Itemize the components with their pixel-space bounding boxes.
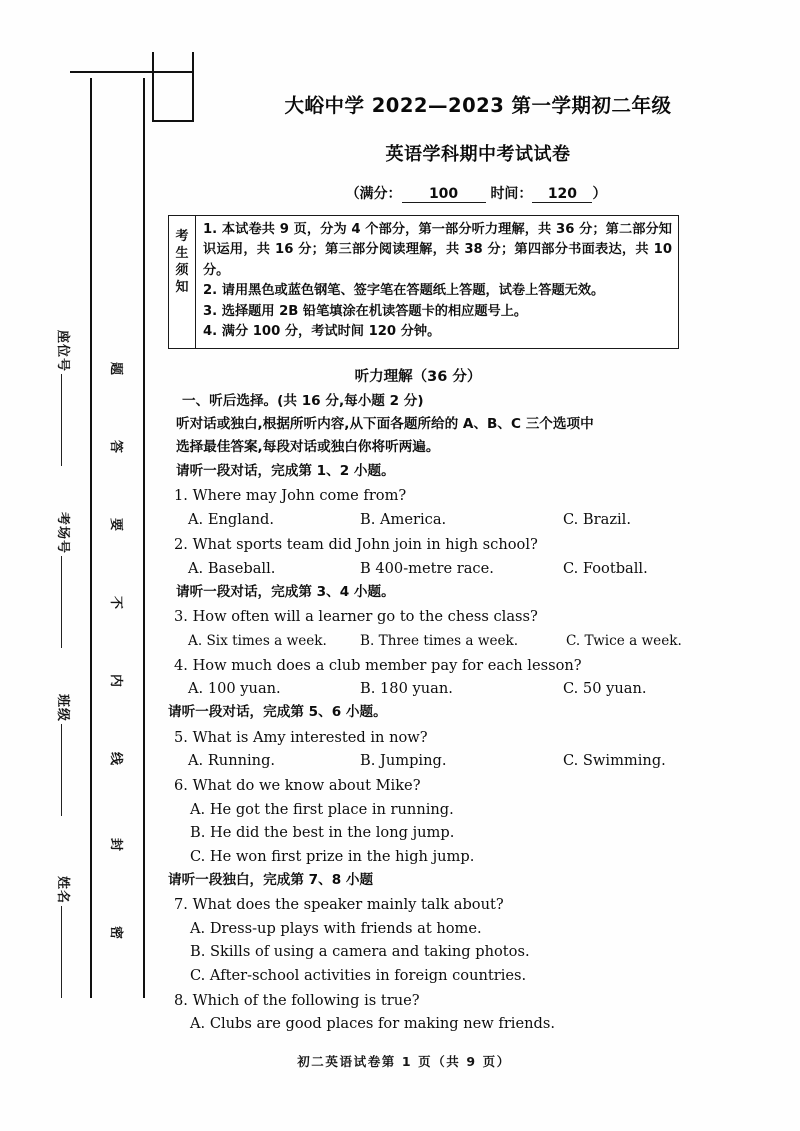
answer-option[interactable]: C. Swimming.	[563, 752, 666, 770]
question-number: 7.	[174, 896, 188, 914]
score-time-line	[168, 183, 778, 203]
answer-option[interactable]: A. Baseball.	[188, 559, 276, 577]
seal-line-outer-rail	[90, 78, 92, 998]
answer-option[interactable]: B. He did the best in the long jump.	[190, 824, 455, 842]
notice-label-char-0: 考	[175, 229, 189, 244]
sidebar-field-label: 姓名	[55, 876, 70, 905]
notice-item: 4. 满分 100 分，考试时间 120 分钟。	[203, 324, 441, 340]
question-text	[168, 654, 778, 678]
time-label: 时间：	[490, 186, 533, 202]
answer-option[interactable]: B. Jumping.	[360, 752, 447, 770]
section-title-listening: 听力理解（36 分）	[354, 368, 482, 385]
sidebar-field-blank[interactable]	[61, 374, 62, 466]
group-lead-in: 请听一段对话，完成第 1、2 小题。	[176, 462, 395, 479]
answer-option[interactable]: A. Dress-up plays with friends at home.	[190, 919, 482, 937]
sidebar-field-class	[55, 694, 74, 818]
seal-notice-char-2: 要	[108, 518, 123, 532]
seal-notice-char-1: 答	[108, 440, 123, 454]
exam-content-column	[168, 86, 778, 1036]
question-text	[168, 774, 778, 798]
question-text	[168, 605, 778, 629]
question-groups	[168, 460, 778, 1036]
answer-option[interactable]: A. 100 yuan.	[188, 680, 281, 698]
question-body: What does the speaker mainly talk about?	[192, 896, 504, 914]
answer-option[interactable]: A. Clubs are good places for making new friends.	[190, 1015, 555, 1033]
question-body: Where may John come from?	[192, 487, 407, 505]
answer-option-row	[168, 749, 778, 773]
answer-option[interactable]: C. Brazil.	[563, 510, 631, 528]
group-lead-in: 请听一段对话，完成第 5、6 小题。	[168, 704, 387, 721]
question-text	[168, 893, 778, 917]
seal-notice-char-3: 不	[108, 596, 123, 610]
notice-item: 2. 请用黑色或蓝色钢笔、签字笔在答题纸上答题，试卷上答题无效。	[203, 283, 605, 299]
notice-label-char-2: 须	[175, 263, 189, 279]
question-number: 1.	[174, 487, 188, 505]
answer-option[interactable]: A. England.	[188, 510, 274, 528]
question-number: 3.	[174, 607, 188, 625]
notice-item: 1. 本试卷共 9 页，分为 4 个部分，第一部分听力理解，共 36 分；第二部分知识运用，共 16 分；第三部分阅读理解，共 38 分；第四部分书面表达，共 10 分。	[203, 222, 672, 278]
answer-option[interactable]: A. Running.	[188, 752, 276, 770]
sidebar-field-label: 座位号	[55, 330, 70, 373]
answer-option-row	[168, 557, 778, 581]
question-text	[168, 533, 778, 557]
answer-option[interactable]: C. Twice a week.	[566, 632, 682, 649]
question-text	[168, 989, 778, 1013]
candidate-notice-body	[196, 216, 678, 348]
sidebar-field-blank[interactable]	[61, 724, 62, 816]
answer-option[interactable]: A. Six times a week.	[188, 632, 327, 649]
seal-notice-char-7: 密	[108, 926, 123, 940]
sidebar-field-exam-room-number	[55, 512, 74, 650]
listening-instruction-line2: 选择最佳答案,每段对话或独白你将听两遍。	[176, 439, 440, 456]
answer-option[interactable]: B. Skills of using a camera and taking photos.	[190, 943, 530, 961]
group-lead-in: 请听一段对话，完成第 3、4 小题。	[176, 583, 395, 600]
sidebar-field-blank[interactable]	[61, 556, 62, 648]
sidebar-field-seat-number	[55, 330, 74, 468]
page-footer: 初二英语试卷第 1 页（共 9 页）	[297, 1054, 511, 1069]
part-one-heading: 一、听后选择。(共 16 分,每小题 2 分)	[182, 392, 424, 409]
seal-line-inner-rail	[143, 78, 145, 998]
listening-instruction-line1: 听对话或独白,根据所听内容,从下面各题所给的 A、B、C 三个选项中	[176, 416, 594, 433]
answer-option[interactable]: B 400-metre race.	[360, 559, 494, 577]
group-lead-in: 请听一段独白，完成第 7、8 小题	[168, 871, 374, 888]
total-score-value: 100	[402, 186, 486, 203]
question-number: 8.	[174, 991, 188, 1009]
question-body: What sports team did John join in high school?	[192, 535, 538, 553]
question-body: What is Amy interested in now?	[192, 728, 428, 746]
candidate-notice-box	[168, 215, 679, 349]
question-text	[168, 726, 778, 750]
answer-option[interactable]: A. He got the first place in running.	[190, 800, 454, 818]
notice-label-char-3: 知	[175, 280, 189, 296]
time-value: 120	[532, 186, 592, 203]
page-title-line1: 大峪中学 2022—2023 第一学期初二年级	[284, 94, 672, 117]
sidebar-field-name	[55, 876, 74, 1000]
question-number: 6.	[174, 777, 188, 795]
answer-option[interactable]: C. Football.	[563, 559, 648, 577]
candidate-notice-label	[169, 216, 196, 348]
notice-item: 3. 选择题用 2B 铅笔填涂在机读答题卡的相应题号上。	[203, 303, 528, 319]
score-line-close-paren: ）	[592, 186, 607, 202]
question-number: 2.	[174, 535, 188, 553]
page-title-line2: 英语学科期中考试试卷	[385, 144, 571, 165]
seal-notice-char-0: 题	[108, 362, 123, 376]
answer-option[interactable]: B. 180 yuan.	[360, 680, 453, 698]
question-body: How often will a learner go to the chess class?	[192, 607, 538, 625]
total-score-label: （满分：	[345, 186, 402, 202]
sidebar-field-label: 班级	[55, 694, 70, 723]
answer-option[interactable]: B. America.	[360, 510, 447, 528]
answer-option[interactable]: C. He won first prize in the high jump.	[190, 848, 475, 866]
question-number: 5.	[174, 728, 188, 746]
question-body: How much does a club member pay for each lesson?	[192, 656, 582, 674]
seal-notice-char-4: 内	[108, 674, 123, 688]
question-body: What do we know about Mike?	[192, 777, 421, 795]
notice-label-char-1: 生	[175, 246, 189, 262]
answer-option-row	[168, 508, 778, 532]
answer-option[interactable]: C. After-school activities in foreign countries.	[190, 967, 527, 985]
question-number: 4.	[174, 656, 188, 674]
answer-option-row	[168, 677, 778, 701]
answer-option[interactable]: B. Three times a week.	[360, 632, 519, 649]
seal-notice-char-5: 线	[108, 752, 123, 766]
seal-notice-char-6: 封	[108, 838, 123, 852]
question-body: Which of the following is true?	[192, 991, 420, 1009]
sidebar-field-blank[interactable]	[61, 906, 62, 998]
answer-option-row	[168, 629, 778, 653]
answer-option[interactable]: C. 50 yuan.	[563, 680, 647, 698]
sidebar-field-label: 考场号	[55, 512, 70, 555]
question-text	[168, 484, 778, 508]
